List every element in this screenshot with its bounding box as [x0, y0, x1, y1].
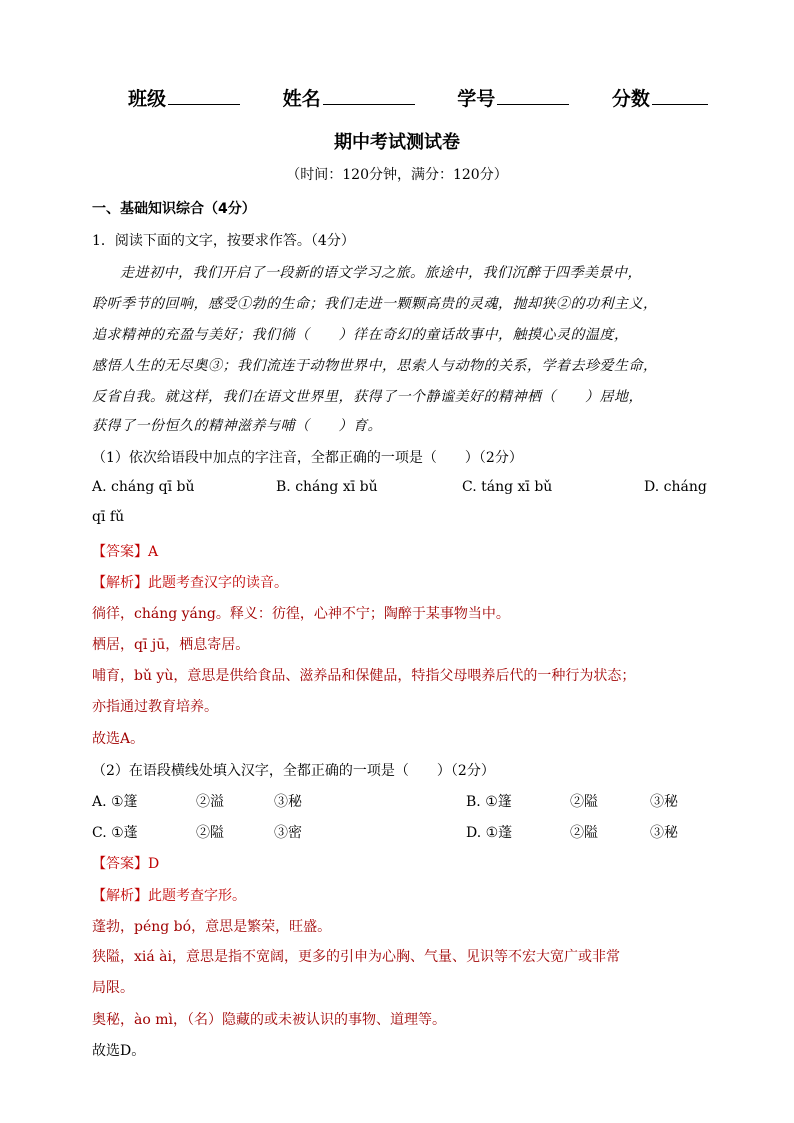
- name-field[interactable]: [323, 86, 415, 105]
- sub-question-2: （2）在语段横线处填入汉字，全都正确的一项是（ ）（2分）: [92, 763, 495, 779]
- option-a[interactable]: A. ①篷: [92, 794, 138, 810]
- option-c[interactable]: C. ①蓬: [92, 825, 138, 841]
- analysis-note: 奥秘，ào mì，（名）隐藏的或未被认识的事物、道理等。: [92, 1012, 446, 1028]
- analysis-note: 亦指通过教育培养。: [92, 699, 218, 715]
- option-d-part: ②隘: [570, 825, 598, 841]
- class-field[interactable]: [168, 86, 240, 105]
- option-a-part: ③秘: [274, 794, 302, 810]
- passage-line: 聆听季节的回响，感受①勃的生命；我们走进一颗颗高贵的灵魂，抛却狭②的功利主义，: [92, 296, 658, 312]
- analysis-note: 局限。: [92, 980, 134, 996]
- answer-1: 【答案】A: [92, 544, 159, 560]
- analysis-1: 【解析】此题考查汉字的读音。: [92, 575, 288, 591]
- passage-line: 获得了一份恒久的精神滋养与哺（ ）育。: [92, 418, 382, 434]
- score-label: 分数: [611, 88, 650, 110]
- name-label: 姓名: [282, 88, 321, 110]
- option-c-part: ③密: [274, 825, 302, 841]
- option-b[interactable]: B. ①篷: [466, 794, 512, 810]
- option-c[interactable]: C. táng xī bǔ: [462, 479, 553, 495]
- analysis-note: 狭隘，xiá ài，意思是指不宽阔，更多的引申为心胸、气量、见识等不宏大宽广或非常: [92, 949, 620, 965]
- section-heading: 一、基础知识综合（4分）: [92, 201, 256, 217]
- student-id-label: 学号: [457, 88, 496, 110]
- passage-line: 感悟人生的无尽奥③；我们流连于动物世界中，思索人与动物的关系，学着去珍爱生命，: [92, 358, 658, 374]
- analysis-note: 哺育，bǔ yù，意思是供给食品、滋养品和保健品，特指父母喂养后代的一种行为状态；: [92, 668, 636, 684]
- analysis-note: 栖居，qī jū，栖息寄居。: [92, 637, 250, 653]
- sub-question-1: （1）依次给语段中加点的字注音，全都正确的一项是（ ）（2分）: [92, 450, 523, 466]
- option-a-part: ②溢: [196, 794, 224, 810]
- passage-line: 反省自我。就这样，我们在语文世界里，获得了一个静谧美好的精神栖（ ）居地，: [92, 389, 643, 405]
- analysis-2: 【解析】此题考查字形。: [92, 888, 246, 904]
- option-d-part: ③秘: [650, 825, 678, 841]
- analysis-note: 徜徉，cháng yáng。释义：彷徨，心神不宁；陶醉于某事物当中。: [92, 606, 510, 622]
- option-b[interactable]: B. cháng xī bǔ: [276, 479, 378, 495]
- option-d[interactable]: D. ①蓬: [466, 825, 513, 841]
- analysis-note: 蓬勃，péng bó，意思是繁荣，旺盛。: [92, 919, 332, 935]
- choice-1: 故选A。: [92, 731, 145, 747]
- page-subtitle: （时间：120分钟，满分：120分）: [286, 167, 508, 183]
- option-d[interactable]: D. cháng: [644, 479, 707, 495]
- passage-line: 追求精神的充盈与美好；我们徜（ ）徉在奇幻的童话故事中，触摸心灵的温度，: [92, 327, 629, 343]
- page-title: 期中考试测试卷: [334, 132, 460, 153]
- option-b-part: ③秘: [650, 794, 678, 810]
- option-c-part: ②隘: [196, 825, 224, 841]
- question-1: 1．阅读下面的文字，按要求作答。（4分）: [92, 233, 355, 249]
- student-id-field[interactable]: [497, 86, 569, 105]
- exam-header: [128, 84, 744, 111]
- passage-line: 走进初中，我们开启了一段新的语文学习之旅。旅途中，我们沉醉于四季美景中，: [120, 265, 642, 281]
- score-field[interactable]: [652, 86, 708, 105]
- choice-2: 故选D。: [92, 1043, 146, 1059]
- option-b-part: ②隘: [570, 794, 598, 810]
- option-a[interactable]: A. cháng qī bǔ: [92, 479, 195, 495]
- answer-2: 【答案】D: [92, 856, 160, 872]
- class-label: 班级: [128, 88, 167, 110]
- option-d-continued[interactable]: qī fǔ: [92, 509, 125, 525]
